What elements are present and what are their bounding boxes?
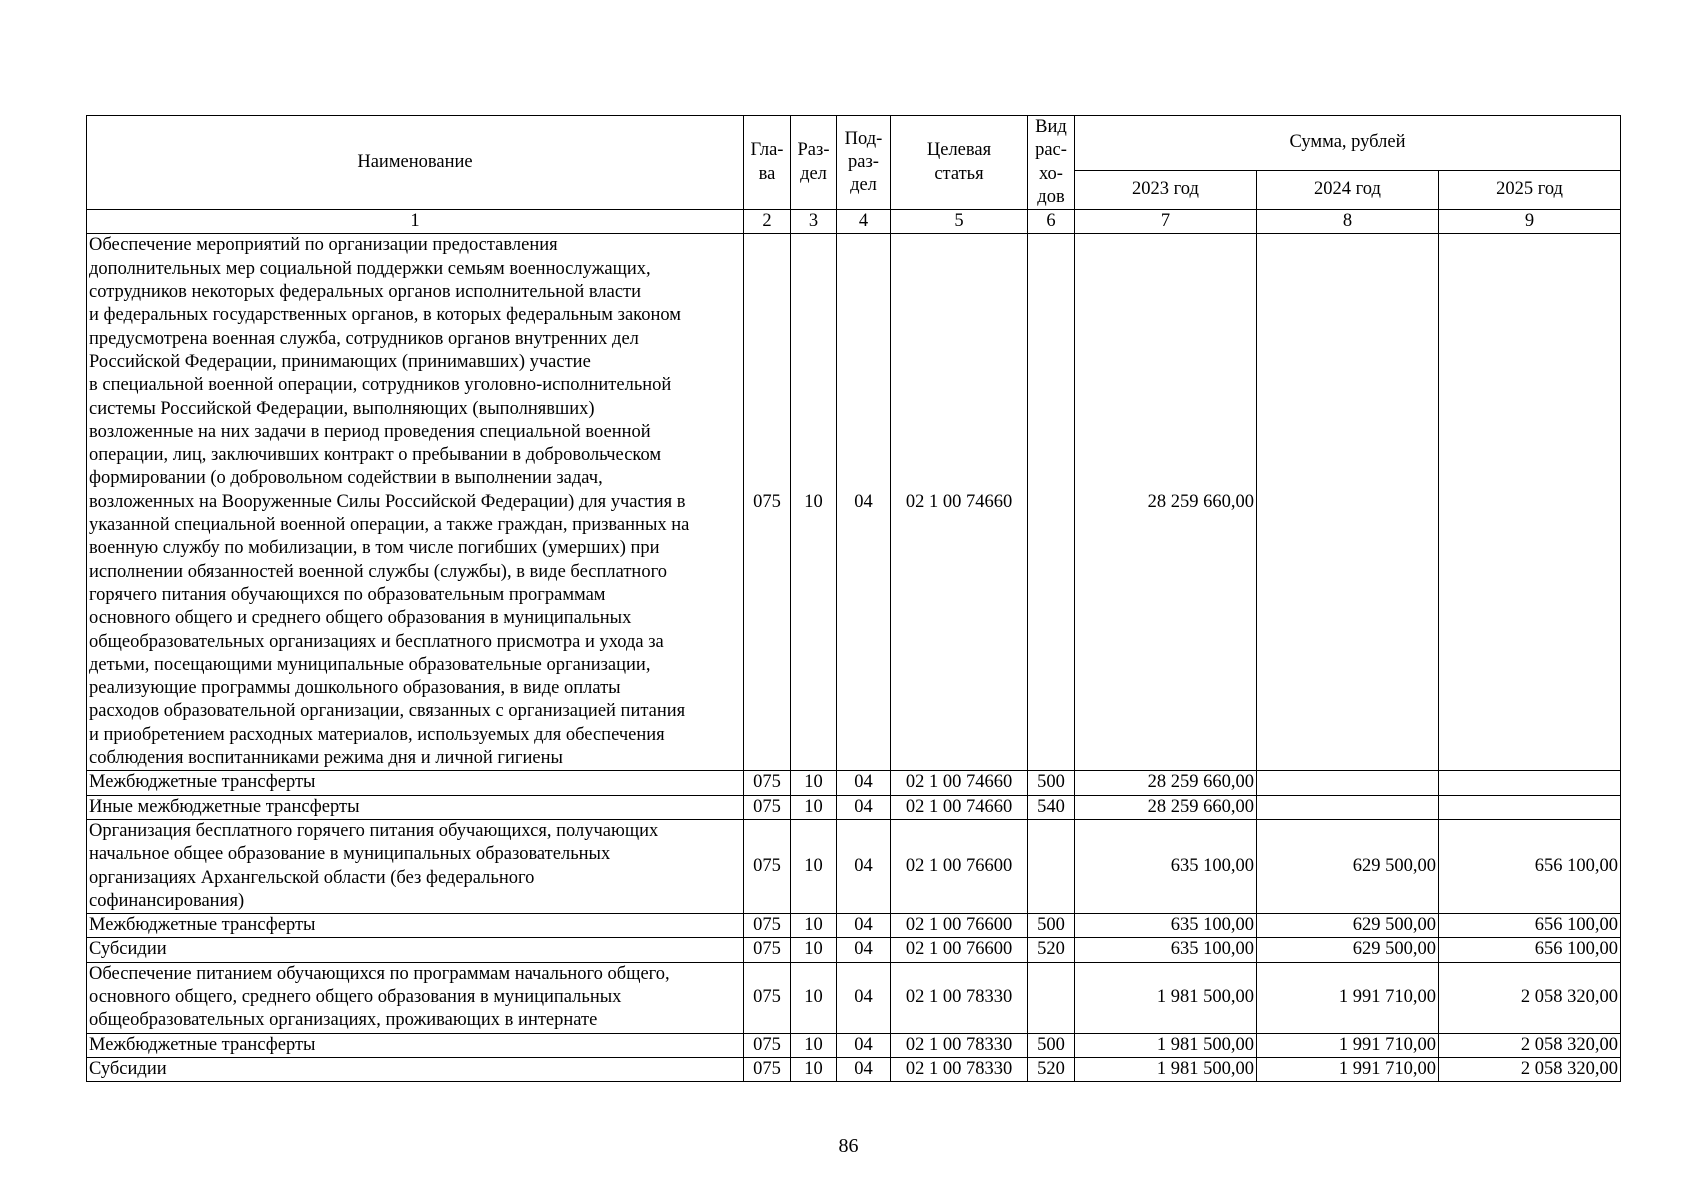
cell-glava: 075 xyxy=(744,234,791,771)
cell-name: Обеспечение мероприятий по организации предоставления дополнительных мер социальной поддержки семьям военнослужащих, сотрудников некоторых федеральных органов исполнительной власти и федеральных государственных органов, в которых федеральным законом предусмотрена военная служба, сотрудников органов внутренних дел Российской Федерации, принимающих (принимавших) участие в специальной военной операции, сотрудников уголовно-исполнительной системы Российской Федерации, выполняющих (выполнявших) возложенные на них задачи в период проведения специальной военной операции, лиц, заключивших контракт о пребывании в добровольческом формировании (о добровольном содействии в выполнении задач, возложенных на Вооруженные Силы Российской Федерации) для участия в указанной специальной военной операции, а также граждан, призванных на военную службу по мобилизации, в том числе погибших (умерших) при исполнении обязанностей военной службы (службы), в виде бесплатного горячего питания обучающихся по образовательным программам основного общего и среднего общего образования в муниципальных общеобразовательных организациях и бесплатного присмотра и ухода за детьми, посещающими муниципальные образовательные организации, реализующие программы дошкольного образования, в виде оплаты расходов образовательной организации, связанных с организацией питания и приобретением расходных материалов, используемых для обеспечения соблюдения воспитанниками режима дня и личной гигиены xyxy=(87,234,744,771)
cell-podrazdel: 04 xyxy=(837,914,891,938)
cell-podrazdel: 04 xyxy=(837,819,891,913)
cell-podrazdel: 04 xyxy=(837,938,891,962)
cell-2024: 629 500,00 xyxy=(1257,819,1439,913)
cell-tselevaya: 02 1 00 78330 xyxy=(891,1033,1028,1057)
budget-table xyxy=(86,115,1621,1082)
cell-2023: 1 981 500,00 xyxy=(1075,1057,1257,1081)
header-vid: Вид рас- хо- дов xyxy=(1028,116,1075,210)
cell-2023: 1 981 500,00 xyxy=(1075,962,1257,1033)
cell-vid: 520 xyxy=(1028,1057,1075,1081)
cell-2023: 635 100,00 xyxy=(1075,819,1257,913)
header-2024: 2024 год xyxy=(1257,170,1439,210)
table-body xyxy=(87,234,1621,1082)
column-number: 8 xyxy=(1257,210,1439,234)
cell-vid: 520 xyxy=(1028,938,1075,962)
cell-2025 xyxy=(1439,771,1621,795)
cell-tselevaya: 02 1 00 74660 xyxy=(891,234,1028,771)
cell-vid: 540 xyxy=(1028,795,1075,819)
cell-name: Обеспечение питанием обучающихся по программам начального общего, основного общего, среднего общего образования в муниципальных общеобразовательных организациях, проживающих в интернате xyxy=(87,962,744,1033)
cell-vid: 500 xyxy=(1028,771,1075,795)
cell-podrazdel: 04 xyxy=(837,771,891,795)
header-2025: 2025 год xyxy=(1439,170,1621,210)
cell-podrazdel: 04 xyxy=(837,234,891,771)
cell-2023: 1 981 500,00 xyxy=(1075,1033,1257,1057)
cell-razdel: 10 xyxy=(791,795,837,819)
cell-2024 xyxy=(1257,234,1439,771)
cell-name: Организация бесплатного горячего питания обучающихся, получающих начальное общее образование в муниципальных образовательных организациях Архангельской области (без федерального софинансирования) xyxy=(87,819,744,913)
cell-glava: 075 xyxy=(744,1057,791,1081)
cell-2025: 656 100,00 xyxy=(1439,819,1621,913)
cell-2024: 629 500,00 xyxy=(1257,938,1439,962)
cell-2024: 1 991 710,00 xyxy=(1257,1033,1439,1057)
cell-2024 xyxy=(1257,771,1439,795)
cell-razdel: 10 xyxy=(791,962,837,1033)
cell-vid xyxy=(1028,962,1075,1033)
cell-tselevaya: 02 1 00 78330 xyxy=(891,962,1028,1033)
cell-glava: 075 xyxy=(744,938,791,962)
cell-podrazdel: 04 xyxy=(837,1057,891,1081)
column-number: 7 xyxy=(1075,210,1257,234)
column-number: 6 xyxy=(1028,210,1075,234)
cell-vid: 500 xyxy=(1028,914,1075,938)
cell-2024: 629 500,00 xyxy=(1257,914,1439,938)
cell-razdel: 10 xyxy=(791,1057,837,1081)
cell-2024: 1 991 710,00 xyxy=(1257,962,1439,1033)
column-number: 9 xyxy=(1439,210,1621,234)
header-razdel: Раз- дел xyxy=(791,116,837,210)
cell-2023: 635 100,00 xyxy=(1075,938,1257,962)
cell-podrazdel: 04 xyxy=(837,962,891,1033)
table-row xyxy=(87,938,1621,962)
cell-tselevaya: 02 1 00 74660 xyxy=(891,795,1028,819)
cell-vid xyxy=(1028,234,1075,771)
column-number-row xyxy=(87,210,1621,234)
cell-2023: 28 259 660,00 xyxy=(1075,795,1257,819)
cell-2023: 28 259 660,00 xyxy=(1075,771,1257,795)
cell-razdel: 10 xyxy=(791,1033,837,1057)
page-number: 86 xyxy=(838,1135,859,1157)
cell-name: Межбюджетные трансферты xyxy=(87,1033,744,1057)
cell-name: Межбюджетные трансферты xyxy=(87,771,744,795)
column-number: 5 xyxy=(891,210,1028,234)
cell-podrazdel: 04 xyxy=(837,795,891,819)
header-summa: Сумма, рублей xyxy=(1075,116,1621,171)
table-row xyxy=(87,1057,1621,1081)
cell-glava: 075 xyxy=(744,1033,791,1057)
header-name: Наименование xyxy=(87,116,744,210)
cell-podrazdel: 04 xyxy=(837,1033,891,1057)
cell-razdel: 10 xyxy=(791,938,837,962)
cell-name: Иные межбюджетные трансферты xyxy=(87,795,744,819)
cell-vid: 500 xyxy=(1028,1033,1075,1057)
table-row xyxy=(87,819,1621,913)
cell-tselevaya: 02 1 00 78330 xyxy=(891,1057,1028,1081)
cell-razdel: 10 xyxy=(791,914,837,938)
cell-2025 xyxy=(1439,795,1621,819)
cell-tselevaya: 02 1 00 74660 xyxy=(891,771,1028,795)
cell-2025 xyxy=(1439,234,1621,771)
cell-2023: 635 100,00 xyxy=(1075,914,1257,938)
table-row xyxy=(87,234,1621,771)
column-number: 2 xyxy=(744,210,791,234)
cell-2025: 656 100,00 xyxy=(1439,938,1621,962)
cell-2024 xyxy=(1257,795,1439,819)
column-number: 3 xyxy=(791,210,837,234)
column-number: 4 xyxy=(837,210,891,234)
cell-razdel: 10 xyxy=(791,771,837,795)
cell-tselevaya: 02 1 00 76600 xyxy=(891,938,1028,962)
cell-2025: 2 058 320,00 xyxy=(1439,962,1621,1033)
cell-name: Межбюджетные трансферты xyxy=(87,914,744,938)
cell-razdel: 10 xyxy=(791,819,837,913)
cell-2023: 28 259 660,00 xyxy=(1075,234,1257,771)
table-row xyxy=(87,795,1621,819)
cell-2024: 1 991 710,00 xyxy=(1257,1057,1439,1081)
cell-name: Субсидии xyxy=(87,1057,744,1081)
cell-vid xyxy=(1028,819,1075,913)
cell-glava: 075 xyxy=(744,771,791,795)
table-header xyxy=(87,116,1621,234)
cell-glava: 075 xyxy=(744,962,791,1033)
cell-2025: 656 100,00 xyxy=(1439,914,1621,938)
cell-glava: 075 xyxy=(744,795,791,819)
cell-2025: 2 058 320,00 xyxy=(1439,1057,1621,1081)
header-tselevaya: Целевая статья xyxy=(891,116,1028,210)
header-podrazdel: Под- раз- дел xyxy=(837,116,891,210)
header-glava: Гла- ва xyxy=(744,116,791,210)
table-row xyxy=(87,771,1621,795)
cell-tselevaya: 02 1 00 76600 xyxy=(891,914,1028,938)
table-row xyxy=(87,914,1621,938)
cell-2025: 2 058 320,00 xyxy=(1439,1033,1621,1057)
header-2023: 2023 год xyxy=(1075,170,1257,210)
table-row xyxy=(87,1033,1621,1057)
column-number: 1 xyxy=(87,210,744,234)
cell-glava: 075 xyxy=(744,914,791,938)
cell-tselevaya: 02 1 00 76600 xyxy=(891,819,1028,913)
cell-glava: 075 xyxy=(744,819,791,913)
table-row xyxy=(87,962,1621,1033)
cell-razdel: 10 xyxy=(791,234,837,771)
cell-name: Субсидии xyxy=(87,938,744,962)
